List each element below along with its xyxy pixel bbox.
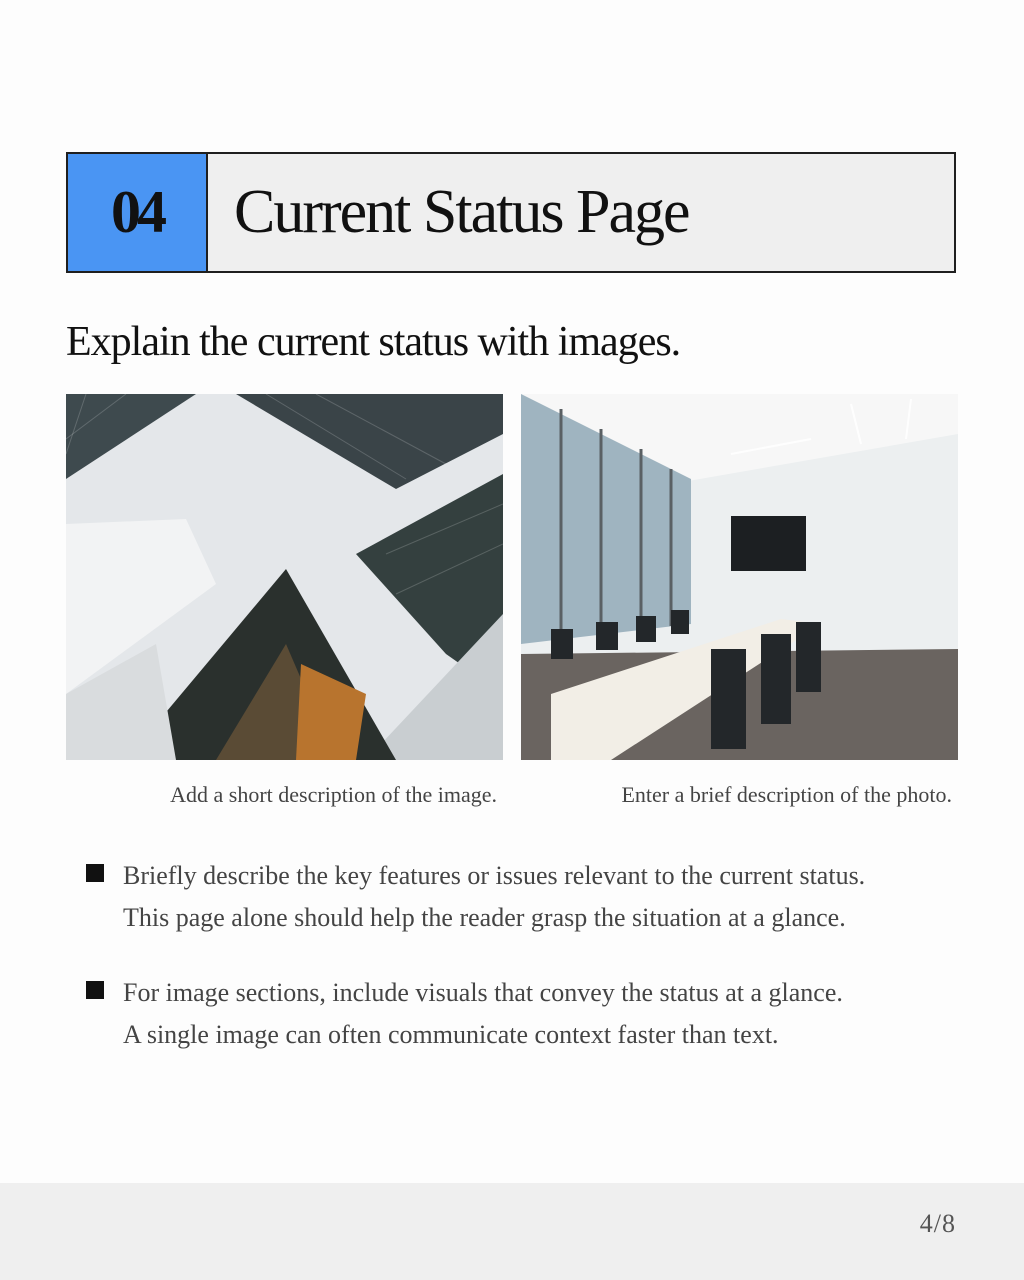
image-caption: Add a short description of the image. [170,782,497,807]
square-bullet-icon [86,981,104,999]
section-header [66,152,956,273]
skyscrapers-photo [66,394,503,760]
bullet-line: This page alone should help the reader grasp the situation at a glance. [123,903,846,932]
square-bullet-icon [86,864,104,882]
section-number: 04 [68,154,208,271]
subheading: Explain the current status with images. [66,319,681,365]
bullet-line: Briefly describe the key features or issues relevant to the current status. [123,861,866,890]
page-title: Current Status Page [234,178,689,246]
conference-room-photo [521,394,958,760]
page-indicator: 4/8 [919,1209,956,1238]
bullet-line: A single image can often communicate context faster than text. [123,1020,779,1049]
bullet-item [86,972,946,1056]
bullet-line: For image sections, include visuals that convey the status at a glance. [123,978,843,1007]
bullet-item [86,855,946,939]
footer [0,1183,1024,1280]
image-caption: Enter a brief description of the photo. [621,782,952,807]
